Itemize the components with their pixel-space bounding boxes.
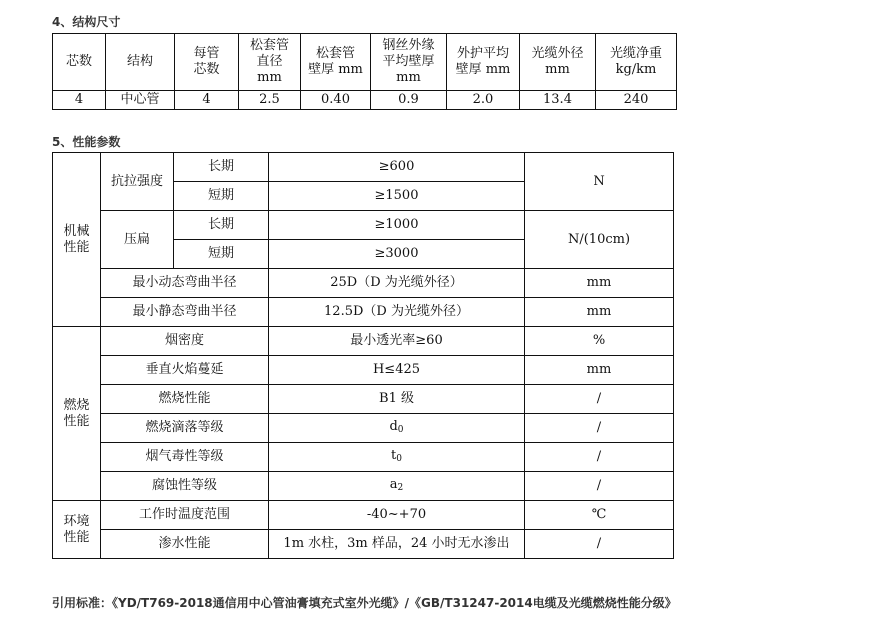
- value-row: [53, 91, 677, 110]
- section-4-title: 4、结构尺寸: [52, 15, 121, 29]
- term-label: 短期: [174, 240, 269, 269]
- value-cell: 2.0: [447, 91, 520, 110]
- table-row: [53, 356, 674, 385]
- param-value: $a_2$: [269, 472, 525, 501]
- value-cell: 2.5: [239, 91, 301, 110]
- table-row: [53, 385, 674, 414]
- param-value: $d_0$: [269, 414, 525, 443]
- value-cell: 0.40: [301, 91, 371, 110]
- term-label: 长期: [174, 153, 269, 182]
- header-row: [53, 34, 677, 91]
- value-cell: 13.4: [520, 91, 596, 110]
- header-cell: 光缆净重 kg/km: [596, 34, 677, 91]
- table-row: [53, 298, 674, 327]
- value-cell: 4: [175, 91, 239, 110]
- header-cell: 松套管 壁厚 mm: [301, 34, 371, 91]
- param-label: 最小动态弯曲半径: [101, 269, 269, 298]
- param-value: H≤425: [269, 356, 525, 385]
- value-cell: 0.9: [371, 91, 447, 110]
- term-label: 短期: [174, 182, 269, 211]
- param-value: ≥3000: [269, 240, 525, 269]
- param-value: ≥600: [269, 153, 525, 182]
- value-cell: 中心管: [106, 91, 175, 110]
- param-unit: %: [525, 327, 674, 356]
- param-unit: N/(10cm): [525, 211, 674, 269]
- param-value: 最小透光率≥60: [269, 327, 525, 356]
- param-unit: /: [525, 472, 674, 501]
- param-unit: mm: [525, 298, 674, 327]
- param-unit: mm: [525, 269, 674, 298]
- param-label: 腐蚀性等级: [101, 472, 269, 501]
- reference-standards: 引用标准：《YD/T769-2018通信用中心管油膏填充式室外光缆》/《GB/T31247-2014电缆及光缆燃烧性能分级》: [52, 596, 677, 610]
- param-unit: mm: [525, 356, 674, 385]
- table-row: [53, 530, 674, 559]
- header-cell: 每管 芯数: [175, 34, 239, 91]
- header-cell: 松套管 直径 mm: [239, 34, 301, 91]
- table-row: [53, 211, 674, 240]
- group-label-environment: 环境性能: [53, 501, 101, 559]
- header-cell: 芯数: [53, 34, 106, 91]
- value-cell: 4: [53, 91, 106, 110]
- param-label: 燃烧性能: [101, 385, 269, 414]
- table-row: [53, 472, 674, 501]
- param-value: 12.5D（D 为光缆外径）: [269, 298, 525, 327]
- table-row: [53, 153, 674, 182]
- group-label-mechanical: 机械性能: [53, 153, 101, 327]
- param-value: -40~+70: [269, 501, 525, 530]
- table-row: [53, 501, 674, 530]
- table-row: [53, 327, 674, 356]
- param-value: $t_0$: [269, 443, 525, 472]
- param-label: 燃烧滴落等级: [101, 414, 269, 443]
- table-row: [53, 414, 674, 443]
- table-row: [53, 269, 674, 298]
- header-cell: 结构: [106, 34, 175, 91]
- structure-dimensions-table: [52, 33, 677, 110]
- section-5-title: 5、性能参数: [52, 135, 121, 149]
- param-label: 最小静态弯曲半径: [101, 298, 269, 327]
- param-label: 渗水性能: [101, 530, 269, 559]
- group-label-combustion: 燃烧性能: [53, 327, 101, 501]
- param-unit: N: [525, 153, 674, 211]
- param-label: 压扁: [101, 211, 174, 269]
- param-label: 烟密度: [101, 327, 269, 356]
- param-unit: /: [525, 385, 674, 414]
- header-cell: 光缆外径 mm: [520, 34, 596, 91]
- param-value: ≥1000: [269, 211, 525, 240]
- param-label: 抗拉强度: [101, 153, 174, 211]
- term-label: 长期: [174, 211, 269, 240]
- param-label: 工作时温度范围: [101, 501, 269, 530]
- header-cell: 钢丝外缘 平均壁厚 mm: [371, 34, 447, 91]
- table-row: [53, 443, 674, 472]
- param-value: 25D（D 为光缆外径）: [269, 269, 525, 298]
- param-unit: /: [525, 443, 674, 472]
- param-value: 1m 水柱，3m 样品，24 小时无水渗出: [269, 530, 525, 559]
- header-cell: 外护平均 壁厚 mm: [447, 34, 520, 91]
- param-unit: /: [525, 414, 674, 443]
- param-value: ≥1500: [269, 182, 525, 211]
- param-label: 烟气毒性等级: [101, 443, 269, 472]
- param-unit: ℃: [525, 501, 674, 530]
- param-label: 垂直火焰蔓延: [101, 356, 269, 385]
- value-cell: 240: [596, 91, 677, 110]
- param-value: B1 级: [269, 385, 525, 414]
- param-unit: /: [525, 530, 674, 559]
- performance-parameters-table: [52, 152, 674, 559]
